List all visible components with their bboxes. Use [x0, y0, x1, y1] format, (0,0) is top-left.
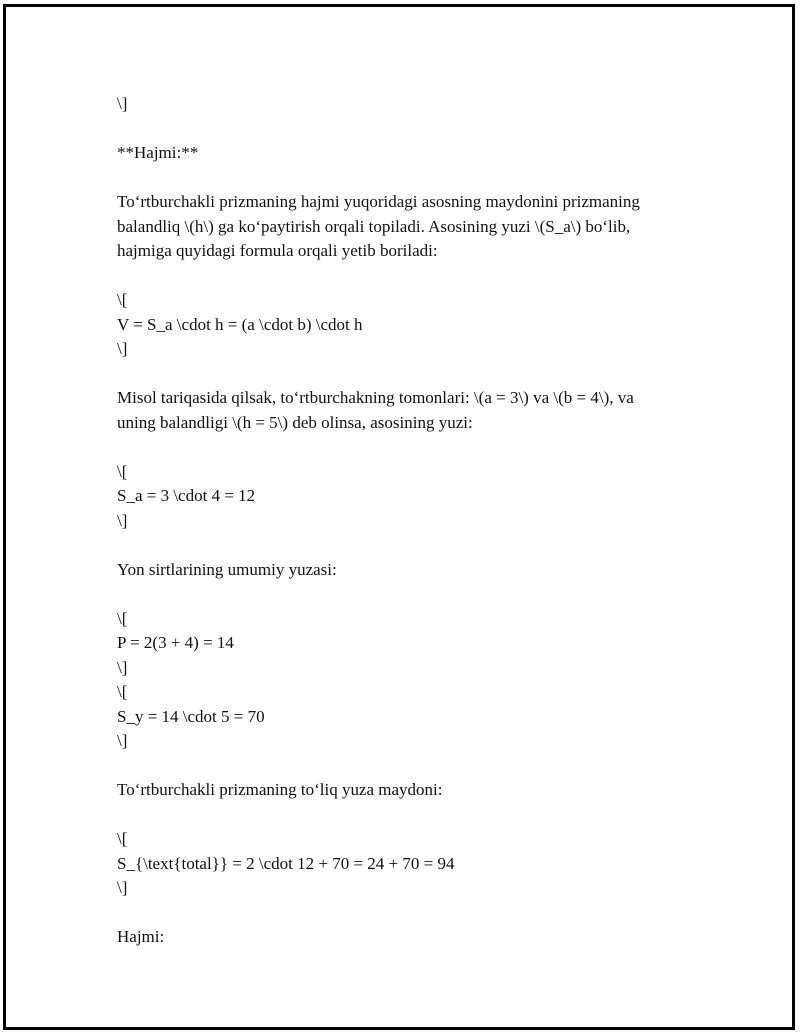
- blank-line: [117, 435, 697, 460]
- text-line: To‘rtburchakli prizmaning to‘liq yuza maydoni:: [117, 780, 443, 799]
- text-line: S_a = 3 \cdot 4 = 12: [117, 486, 256, 505]
- text-line: Hajmi:: [117, 927, 165, 946]
- document-body: [117, 92, 697, 950]
- blank-line: [117, 166, 697, 191]
- text-line: \]: [117, 510, 128, 530]
- text-line: uning balandligi \(h = 5\) deb olinsa, asosining yuzi:: [117, 412, 473, 432]
- text-line: \[: [117, 608, 128, 628]
- blank-line: [117, 362, 697, 387]
- blank-line: [117, 582, 697, 607]
- blank-line: [117, 533, 697, 558]
- text-line: \]: [117, 94, 128, 113]
- text-line: Misol tariqasida qilsak, to‘rtburchakning tomonlari: \(a = 3\) va \(b = 4\), va: [117, 388, 634, 407]
- text-line: hajmiga quyidagi formula orqali yetib boriladi:: [117, 241, 438, 260]
- text-line: \]: [117, 878, 128, 897]
- text-line: \]: [117, 339, 128, 358]
- blank-line: [117, 803, 697, 828]
- text-line: Yon sirtlarining umumiy yuzasi:: [117, 559, 337, 579]
- text-line: \]: [117, 731, 128, 750]
- text-line: \[: [117, 682, 128, 701]
- blank-line: [117, 117, 697, 142]
- text-line: To‘rtburchakli prizmaning hajmi yuqoridagi asosning maydonini prizmaning: [117, 192, 640, 211]
- text-line: \[: [117, 829, 128, 848]
- text-line: **Hajmi:**: [117, 143, 199, 162]
- text-line: S_y = 14 \cdot 5 = 70: [117, 706, 265, 726]
- blank-line: [117, 264, 697, 289]
- text-line: V = S_a \cdot h = (a \cdot b) \cdot h: [117, 314, 363, 334]
- blank-line: [117, 754, 697, 779]
- blank-line: [117, 901, 697, 926]
- text-line: \]: [117, 657, 128, 677]
- text-line: \[: [117, 461, 128, 481]
- text-line: S_{\text{total}} = 2 \cdot 12 + 70 = 24 + 70 = 94: [117, 853, 455, 873]
- text-line: P = 2(3 + 4) = 14: [117, 633, 234, 652]
- text-line: \[: [117, 290, 128, 309]
- text-line: balandliq \(h\) ga ko‘paytirish orqali topiladi. Asosining yuzi \(S_a\) bo‘lib,: [117, 216, 631, 236]
